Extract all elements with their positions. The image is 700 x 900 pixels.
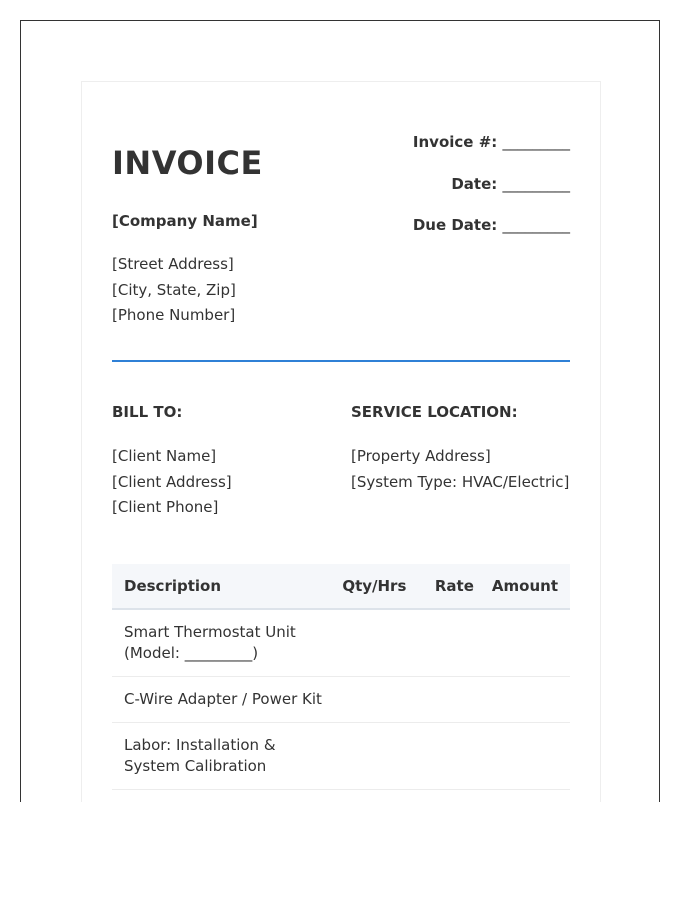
invoice-date-label: Date: xyxy=(451,175,498,193)
row-amount xyxy=(486,677,570,723)
header-divider xyxy=(112,360,570,362)
table-header-row xyxy=(112,564,570,609)
bill-to-block xyxy=(112,444,232,521)
bill-to-heading: BILL TO: xyxy=(112,403,183,421)
service-location-block xyxy=(351,444,569,495)
column-header-rate: Rate xyxy=(418,564,486,609)
row-description: Labor: Installation & System Calibration xyxy=(112,723,335,790)
page-frame xyxy=(20,20,660,802)
client-address: [Client Address] xyxy=(112,472,232,491)
line-items-table xyxy=(112,564,570,790)
row-description: Smart Thermostat Unit (Model: _________) xyxy=(112,609,335,677)
table-row xyxy=(112,677,570,723)
invoice-title: INVOICE xyxy=(112,144,263,182)
invoice-sheet xyxy=(81,81,601,802)
invoice-number-blank: _________ xyxy=(502,133,570,151)
company-phone: [Phone Number] xyxy=(112,306,236,324)
system-type: [System Type: HVAC/Electric] xyxy=(351,472,570,491)
table-row xyxy=(112,723,570,790)
row-qty xyxy=(335,609,419,677)
due-date-blank: _________ xyxy=(502,216,570,234)
column-header-amount: Amount xyxy=(486,564,570,609)
client-phone: [Client Phone] xyxy=(112,498,219,516)
due-date-label: Due Date: xyxy=(412,216,498,234)
column-header-qty: Qty/Hrs xyxy=(335,564,419,609)
table-row xyxy=(112,609,570,677)
invoice-number-field xyxy=(413,133,570,151)
invoice-date-field xyxy=(451,175,570,193)
invoice-number-label: Invoice #: xyxy=(412,133,498,151)
row-rate xyxy=(418,677,486,723)
company-address-block xyxy=(112,252,236,329)
row-qty xyxy=(335,677,419,723)
column-header-description: Description xyxy=(112,564,335,609)
row-rate xyxy=(418,723,486,790)
row-qty xyxy=(335,723,419,790)
row-rate xyxy=(418,609,486,677)
service-location-heading: SERVICE LOCATION: xyxy=(351,403,518,421)
due-date-field xyxy=(413,216,570,234)
invoice-date-blank: _________ xyxy=(502,175,570,193)
row-amount xyxy=(486,609,570,677)
company-city: [City, State, Zip] xyxy=(112,280,236,299)
company-street: [Street Address] xyxy=(112,255,234,273)
row-amount xyxy=(486,723,570,790)
client-name: [Client Name] xyxy=(112,447,217,465)
property-address: [Property Address] xyxy=(351,447,491,465)
row-description: C-Wire Adapter / Power Kit xyxy=(112,677,335,723)
company-name: [Company Name] xyxy=(112,212,258,230)
